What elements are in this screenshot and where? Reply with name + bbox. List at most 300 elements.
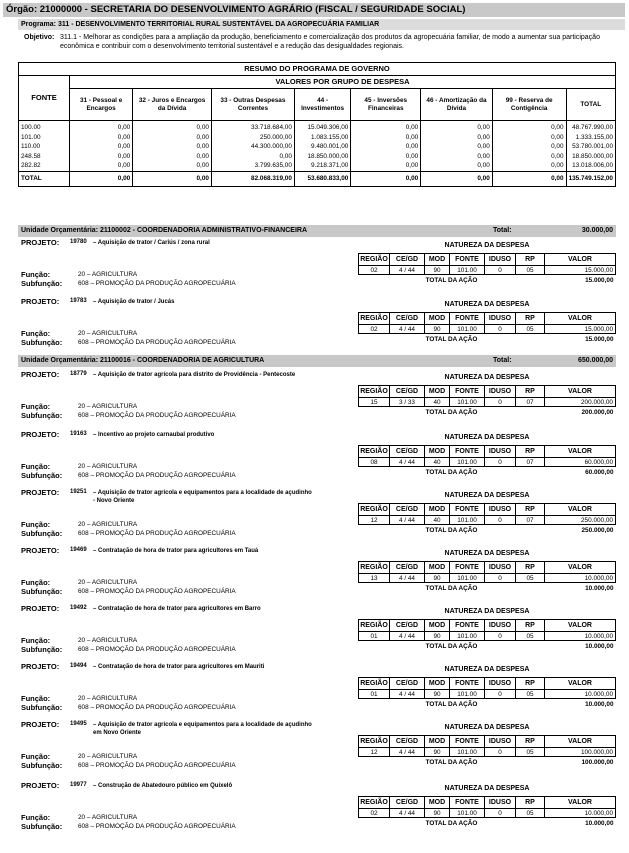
cell-iduso: 0: [485, 809, 516, 818]
cell-cegd: 4 / 44: [390, 266, 425, 275]
value-cell: 0,00: [492, 152, 566, 162]
resumo-table: [18, 62, 616, 187]
cell-mod: 40: [425, 458, 450, 467]
col-rp-header: RP: [516, 446, 545, 458]
col-valor-header: VALOR: [545, 562, 616, 574]
funcao-value: 20 – AGRICULTURA: [78, 463, 138, 470]
total-acao-label: TOTAL DA AÇÃO: [425, 700, 478, 708]
cell-fonte: 101.00: [450, 325, 485, 334]
cell-mod: 90: [425, 748, 450, 757]
value-cell: 53.780.001,00: [566, 142, 615, 152]
total-acao-row: [359, 407, 616, 418]
subfuncao-label: Subfunção:: [21, 645, 63, 654]
total-acao-row: [359, 818, 616, 829]
value-cell: 0,00: [421, 152, 493, 162]
col-mod-header: MOD: [425, 446, 450, 458]
col-iduso-header: IDUSO: [485, 678, 516, 690]
value-cell: 0,00: [133, 133, 212, 143]
total-acao-label: TOTAL DA AÇÃO: [425, 758, 478, 766]
objetivo: [24, 33, 624, 51]
natureza-row: [359, 690, 616, 699]
cell-regiao: 12: [359, 748, 390, 757]
total-cell: 82.068.319,00: [211, 171, 294, 186]
col-mod-header: MOD: [425, 313, 450, 325]
subfuncao-label: Subfunção:: [21, 587, 63, 596]
col-rp-header: RP: [516, 797, 545, 809]
cell-valor: 10.000,00: [545, 574, 616, 583]
natureza-row: [359, 516, 616, 525]
projeto-desc: – Construção de Abatedouro público em Quixelô: [93, 783, 233, 789]
fonte-cell: 101.00: [19, 133, 70, 143]
col-cegd-header: CE/GD: [390, 562, 425, 574]
value-cell: 0,00: [492, 142, 566, 152]
cell-fonte: 101.00: [450, 809, 485, 818]
cell-cegd: 4 / 44: [390, 809, 425, 818]
cell-valor: 250.000,00: [545, 516, 616, 525]
col-fonte-header: FONTE: [450, 313, 485, 325]
funcao-label: Função:: [21, 462, 51, 471]
natureza-table: [358, 503, 616, 535]
cell-cegd: 4 / 44: [390, 574, 425, 583]
total-acao-value: 200.000,00: [545, 407, 616, 418]
subfuncao-label: Subfunção:: [21, 471, 63, 480]
natureza-row: [359, 809, 616, 818]
value-cell: 13.018.006,00: [566, 161, 615, 171]
value-cell: 18.850.000,00: [566, 152, 615, 162]
funcao-label: Função:: [21, 578, 51, 587]
total-acao-label: TOTAL DA AÇÃO: [425, 584, 478, 592]
cell-fonte: 101.00: [450, 398, 485, 407]
unidade-total-value: 30.000,00: [581, 227, 613, 234]
resumo-total-row: [19, 171, 616, 186]
projeto-block: [18, 488, 616, 544]
total-acao-value: 15.000,00: [545, 275, 616, 286]
natureza-table: [358, 619, 616, 651]
natureza-row: [359, 266, 616, 275]
cell-iduso: 0: [485, 266, 516, 275]
total-acao-row: [359, 525, 616, 536]
col-regiao-header: REGIÃO: [359, 736, 390, 748]
resumo-row: [19, 142, 616, 152]
cell-mod: 90: [425, 325, 450, 334]
resumo-row: [19, 133, 616, 143]
value-cell: 0,00: [351, 161, 421, 171]
natureza-row: [359, 574, 616, 583]
orgao-header: Órgão: 21000000 - SECRETARIA DO DESENVOLVIMENTO AGRÁRIO (FISCAL / SEGURIDADE SOCIAL): [3, 3, 625, 17]
col-regiao-header: REGIÃO: [359, 313, 390, 325]
projeto-label: PROJETO:: [21, 297, 60, 306]
projeto-desc: – Aquisição de trator / Jucás: [93, 299, 175, 305]
total-cell: 0,00: [492, 171, 566, 186]
cell-rp: 05: [516, 809, 545, 818]
value-cell: 250.000,00: [211, 133, 294, 143]
col-regiao-header: REGIÃO: [359, 254, 390, 266]
total-acao-row: [359, 467, 616, 478]
col-iduso-header: IDUSO: [485, 446, 516, 458]
value-cell: 0,00: [133, 121, 212, 133]
total-cell: 0,00: [421, 171, 493, 186]
col-fonte-header: FONTE: [450, 386, 485, 398]
natureza-title: NATUREZA DA DESPESA: [444, 492, 530, 499]
funcao-label: Função:: [21, 813, 51, 822]
col-rp-header: RP: [516, 254, 545, 266]
total-label: TOTAL: [19, 171, 70, 186]
projeto-desc: – Contratação de hora de trator para agricultores em Mauriti: [93, 664, 265, 670]
col-cegd-header: CE/GD: [390, 446, 425, 458]
cell-cegd: 4 / 44: [390, 516, 425, 525]
cell-iduso: 0: [485, 458, 516, 467]
natureza-row: [359, 458, 616, 467]
col-valor-header: VALOR: [545, 797, 616, 809]
unidade-total-label: Total:: [493, 227, 512, 234]
cell-regiao: 01: [359, 632, 390, 641]
projeto-block: [18, 430, 616, 486]
col-regiao-header: REGIÃO: [359, 620, 390, 632]
fonte-cell: 100.00: [19, 121, 70, 133]
subfuncao-label: Subfunção:: [21, 338, 63, 347]
col-valor-header: VALOR: [545, 386, 616, 398]
projeto-label: PROJETO:: [21, 488, 60, 497]
col-cegd-header: CE/GD: [390, 504, 425, 516]
total-acao-row: [359, 699, 616, 710]
natureza-title: NATUREZA DA DESPESA: [444, 608, 530, 615]
col-mod-header: MOD: [425, 736, 450, 748]
fonte-cell: 248.58: [19, 152, 70, 162]
value-cell: 18.850.000,00: [294, 152, 350, 162]
value-cell: 1.083.155,00: [294, 133, 350, 143]
col-rp-header: RP: [516, 504, 545, 516]
natureza-header-row: [359, 736, 616, 748]
value-cell: 9.218.371,00: [294, 161, 350, 171]
cell-rp: 05: [516, 266, 545, 275]
resumo-row: [19, 161, 616, 171]
cell-iduso: 0: [485, 516, 516, 525]
cell-regiao: 01: [359, 690, 390, 699]
col-regiao-header: REGIÃO: [359, 386, 390, 398]
funcao-value: 20 – AGRICULTURA: [78, 271, 138, 278]
natureza-header-row: [359, 504, 616, 516]
funcao-value: 20 – AGRICULTURA: [78, 695, 138, 702]
natureza-table: [358, 735, 616, 767]
projeto-label: PROJETO:: [21, 662, 60, 671]
projeto-label: PROJETO:: [21, 430, 60, 439]
total-acao-label: TOTAL DA AÇÃO: [425, 276, 478, 284]
natureza-title: NATUREZA DA DESPESA: [444, 242, 530, 249]
col-iduso-header: IDUSO: [485, 313, 516, 325]
projeto-desc: – Aquisição de trator agrícola para distrito de Providência - Pentecoste: [93, 372, 296, 378]
total-cell: 0,00: [70, 171, 133, 186]
col-valor-header: VALOR: [545, 620, 616, 632]
funcao-label: Função:: [21, 636, 51, 645]
natureza-header-row: [359, 254, 616, 266]
total-acao-value: 60.000,00: [545, 467, 616, 478]
col-regiao-header: REGIÃO: [359, 562, 390, 574]
natureza-row: [359, 325, 616, 334]
cell-iduso: 0: [485, 632, 516, 641]
cell-valor: 10.000,00: [545, 809, 616, 818]
col-fonte-header: FONTE: [450, 254, 485, 266]
cell-cegd: 4 / 44: [390, 632, 425, 641]
value-cell: 0,00: [70, 121, 133, 133]
cell-cegd: 4 / 44: [390, 748, 425, 757]
funcao-label: Função:: [21, 270, 51, 279]
subfuncao-value: 608 – PROMOÇÃO DA PRODUÇÃO AGROPECUÁRIA: [78, 530, 236, 537]
cell-rp: 07: [516, 458, 545, 467]
projeto-block: [18, 546, 616, 602]
subfuncao-value: 608 – PROMOÇÃO DA PRODUÇÃO AGROPECUÁRIA: [78, 646, 236, 653]
value-cell: 0,00: [211, 152, 294, 162]
natureza-header-row: [359, 562, 616, 574]
col-regiao-header: REGIÃO: [359, 797, 390, 809]
funcao-label: Função:: [21, 329, 51, 338]
col-iduso-header: IDUSO: [485, 504, 516, 516]
col-iduso-header: IDUSO: [485, 562, 516, 574]
projeto-label: PROJETO:: [21, 781, 60, 790]
fonte-cell: 110.00: [19, 142, 70, 152]
natureza-table: [358, 796, 616, 828]
projeto-code: 19494: [70, 663, 87, 669]
col-rp-header: RP: [516, 620, 545, 632]
cell-mod: 40: [425, 398, 450, 407]
value-cell: 0,00: [70, 161, 133, 171]
col-header: 32 - Juros e Encargos da Dívida: [133, 89, 212, 121]
col-valor-header: VALOR: [545, 678, 616, 690]
projeto-code: 19469: [70, 547, 87, 553]
subfuncao-value: 608 – PROMOÇÃO DA PRODUÇÃO AGROPECUÁRIA: [78, 823, 236, 830]
unidade-name: Unidade Orçamentária: 21100016 - COORDENADORIA DE AGRICULTURA: [21, 357, 265, 364]
subfuncao-value: 608 – PROMOÇÃO DA PRODUÇÃO AGROPECUÁRIA: [78, 588, 236, 595]
natureza-row: [359, 632, 616, 641]
cell-mod: 90: [425, 690, 450, 699]
col-rp-header: RP: [516, 736, 545, 748]
cell-mod: 90: [425, 574, 450, 583]
natureza-header-row: [359, 386, 616, 398]
cell-rp: 05: [516, 325, 545, 334]
value-cell: 48.767.990,00: [566, 121, 615, 133]
cell-fonte: 101.00: [450, 574, 485, 583]
cell-fonte: 101.00: [450, 690, 485, 699]
col-iduso-header: IDUSO: [485, 254, 516, 266]
funcao-value: 20 – AGRICULTURA: [78, 403, 138, 410]
natureza-title: NATUREZA DA DESPESA: [444, 666, 530, 673]
col-cegd-header: CE/GD: [390, 678, 425, 690]
value-cell: 0,00: [70, 142, 133, 152]
col-rp-header: RP: [516, 386, 545, 398]
col-valor-header: VALOR: [545, 254, 616, 266]
resumo-row: [19, 152, 616, 162]
col-mod-header: MOD: [425, 504, 450, 516]
cell-mod: 90: [425, 809, 450, 818]
unidade-bar: [18, 355, 616, 367]
value-cell: 0,00: [133, 142, 212, 152]
cell-regiao: 02: [359, 266, 390, 275]
cell-regiao: 13: [359, 574, 390, 583]
natureza-row: [359, 748, 616, 757]
col-mod-header: MOD: [425, 797, 450, 809]
unidade-name: Unidade Orçamentária: 21100002 - COORDENADORIA ADMINISTRATIVO-FINANCEIRA: [21, 227, 308, 234]
projeto-block: [18, 720, 616, 776]
value-cell: 9.480.001,00: [294, 142, 350, 152]
funcao-label: Função:: [21, 402, 51, 411]
natureza-header-row: [359, 313, 616, 325]
natureza-title: NATUREZA DA DESPESA: [444, 550, 530, 557]
total-acao-row: [359, 275, 616, 286]
projeto-code: 19783: [70, 298, 87, 304]
projeto-desc: – Incentivo ao projeto carnaubal produtivo: [93, 432, 215, 438]
subfuncao-value: 608 – PROMOÇÃO DA PRODUÇÃO AGROPECUÁRIA: [78, 412, 236, 419]
total-acao-value: 10.000,00: [545, 699, 616, 710]
natureza-header-row: [359, 446, 616, 458]
value-cell: 44.300.000,00: [211, 142, 294, 152]
subfuncao-label: Subfunção:: [21, 703, 63, 712]
col-mod-header: MOD: [425, 386, 450, 398]
projeto-desc: – Aquisição de trator agrícola e equipamentos para a localidade de açudinho - Novo Oriente: [93, 490, 312, 504]
col-valor-header: VALOR: [545, 736, 616, 748]
funcao-value: 20 – AGRICULTURA: [78, 814, 138, 821]
value-cell: 0,00: [421, 142, 493, 152]
fonte-cell: 282.82: [19, 161, 70, 171]
cell-cegd: 4 / 44: [390, 458, 425, 467]
col-valor-header: VALOR: [545, 504, 616, 516]
value-cell: 0,00: [351, 142, 421, 152]
col-cegd-header: CE/GD: [390, 797, 425, 809]
projeto-label: PROJETO:: [21, 546, 60, 555]
col-iduso-header: IDUSO: [485, 797, 516, 809]
objetivo-label: Objetivo:: [24, 34, 55, 41]
natureza-table: [358, 445, 616, 477]
total-acao-label: TOTAL DA AÇÃO: [425, 642, 478, 650]
natureza-table: [358, 253, 616, 285]
value-cell: 0,00: [492, 121, 566, 133]
cell-iduso: 0: [485, 398, 516, 407]
projeto-label: PROJETO:: [21, 720, 60, 729]
projeto-desc: – Aquisição de trator / Cariús / zona rural: [93, 240, 210, 246]
total-cell: 53.680.833,00: [294, 171, 350, 186]
subfuncao-value: 608 – PROMOÇÃO DA PRODUÇÃO AGROPECUÁRIA: [78, 704, 236, 711]
cell-iduso: 0: [485, 574, 516, 583]
cell-rp: 07: [516, 516, 545, 525]
resumo-body: [19, 121, 616, 172]
subfuncao-label: Subfunção:: [21, 279, 63, 288]
col-cegd-header: CE/GD: [390, 386, 425, 398]
value-cell: 0,00: [421, 133, 493, 143]
projeto-block: [18, 297, 616, 353]
col-header: 46 - Amortização da Dívida: [421, 89, 493, 121]
total-acao-value: 100.000,00: [545, 757, 616, 768]
col-cegd-header: CE/GD: [390, 736, 425, 748]
resumo-subtitle: VALORES POR GRUPO DE DESPESA: [70, 76, 616, 89]
projeto-desc: – Contratação de hora de trator para agricultores em Barro: [93, 606, 261, 612]
cell-mod: 90: [425, 632, 450, 641]
cell-fonte: 101.00: [450, 266, 485, 275]
cell-iduso: 0: [485, 748, 516, 757]
resumo-title: RESUMO DO PROGRAMA DE GOVERNO: [19, 63, 616, 76]
unidade-total-value: 650.000,00: [577, 357, 613, 364]
projeto-block: [18, 604, 616, 660]
total-acao-row: [359, 641, 616, 652]
col-header: 33 - Outras Despesas Correntes: [211, 89, 294, 121]
natureza-header-row: [359, 797, 616, 809]
value-cell: 1.333.155,00: [566, 133, 615, 143]
cell-regiao: 02: [359, 809, 390, 818]
cell-valor: 15.000,00: [545, 325, 616, 334]
col-cegd-header: CE/GD: [390, 620, 425, 632]
subfuncao-value: 608 – PROMOÇÃO DA PRODUÇÃO AGROPECUÁRIA: [78, 339, 236, 346]
projeto-desc: – Aquisição de trator agrícola e equipamentos para a localidade de açudinho em Novo Oriente: [93, 722, 312, 736]
total-acao-value: 10.000,00: [545, 818, 616, 829]
total-acao-label: TOTAL DA AÇÃO: [425, 408, 478, 416]
subfuncao-value: 608 – PROMOÇÃO DA PRODUÇÃO AGROPECUÁRIA: [78, 472, 236, 479]
fonte-header: FONTE: [19, 76, 70, 121]
total-acao-value: 10.000,00: [545, 641, 616, 652]
unidade-total-label: Total:: [493, 357, 512, 364]
projeto-code: 18779: [70, 371, 87, 377]
funcao-label: Função:: [21, 694, 51, 703]
natureza-title: NATUREZA DA DESPESA: [444, 374, 530, 381]
objetivo-text: 311.1 - Melhorar as condições para a ampliação da produção, beneficiamento e comercialização dos produtos da agropecuária familiar, de modo a aumentar sua participação econômica e contribuir com o desenvolvimento territorial sustentável e a redução das desigualdades regionais.: [60, 34, 600, 50]
value-cell: 0,00: [351, 121, 421, 133]
natureza-header-row: [359, 620, 616, 632]
col-iduso-header: IDUSO: [485, 736, 516, 748]
col-rp-header: RP: [516, 313, 545, 325]
total-acao-row: [359, 583, 616, 594]
projeto-code: 19977: [70, 782, 87, 788]
projeto-label: PROJETO:: [21, 604, 60, 613]
value-cell: 0,00: [70, 152, 133, 162]
col-fonte-header: FONTE: [450, 620, 485, 632]
col-rp-header: RP: [516, 562, 545, 574]
subfuncao-label: Subfunção:: [21, 411, 63, 420]
funcao-value: 20 – AGRICULTURA: [78, 521, 138, 528]
col-fonte-header: FONTE: [450, 678, 485, 690]
value-cell: 0,00: [492, 161, 566, 171]
total-cell: 0,00: [351, 171, 421, 186]
resumo-row: [19, 121, 616, 133]
natureza-title: NATUREZA DA DESPESA: [444, 301, 530, 308]
projeto-block: [18, 370, 616, 426]
col-fonte-header: FONTE: [450, 797, 485, 809]
cell-mod: 90: [425, 266, 450, 275]
unidade-bar: [18, 225, 616, 237]
cell-rp: 05: [516, 632, 545, 641]
cell-iduso: 0: [485, 690, 516, 699]
projeto-block: [18, 662, 616, 718]
funcao-value: 20 – AGRICULTURA: [78, 753, 138, 760]
cell-rp: 05: [516, 690, 545, 699]
value-cell: 0,00: [133, 161, 212, 171]
value-cell: 0,00: [351, 152, 421, 162]
cell-regiao: 12: [359, 516, 390, 525]
total-acao-value: 15.000,00: [545, 334, 616, 345]
total-acao-label: TOTAL DA AÇÃO: [425, 526, 478, 534]
subfuncao-label: Subfunção:: [21, 822, 63, 831]
value-cell: 3.799.635,00: [211, 161, 294, 171]
funcao-value: 20 – AGRICULTURA: [78, 579, 138, 586]
projeto-code: 19495: [70, 721, 87, 727]
cell-valor: 10.000,00: [545, 690, 616, 699]
col-header: 45 - Inversões Financeiras: [351, 89, 421, 121]
total-cell: 135.749.152,00: [566, 171, 615, 186]
col-mod-header: MOD: [425, 562, 450, 574]
col-fonte-header: FONTE: [450, 736, 485, 748]
projeto-block: [18, 238, 616, 294]
col-valor-header: VALOR: [545, 313, 616, 325]
programa-header: Programa: 311 - DESENVOLVIMENTO TERRITORIAL RURAL SUSTENTÁVEL DA AGROPECUÁRIA FAMILIAR: [18, 19, 625, 30]
projeto-code: 19163: [70, 431, 87, 437]
col-header: 44 - Investimentos: [294, 89, 350, 121]
col-mod-header: MOD: [425, 620, 450, 632]
total-acao-label: TOTAL DA AÇÃO: [425, 468, 478, 476]
